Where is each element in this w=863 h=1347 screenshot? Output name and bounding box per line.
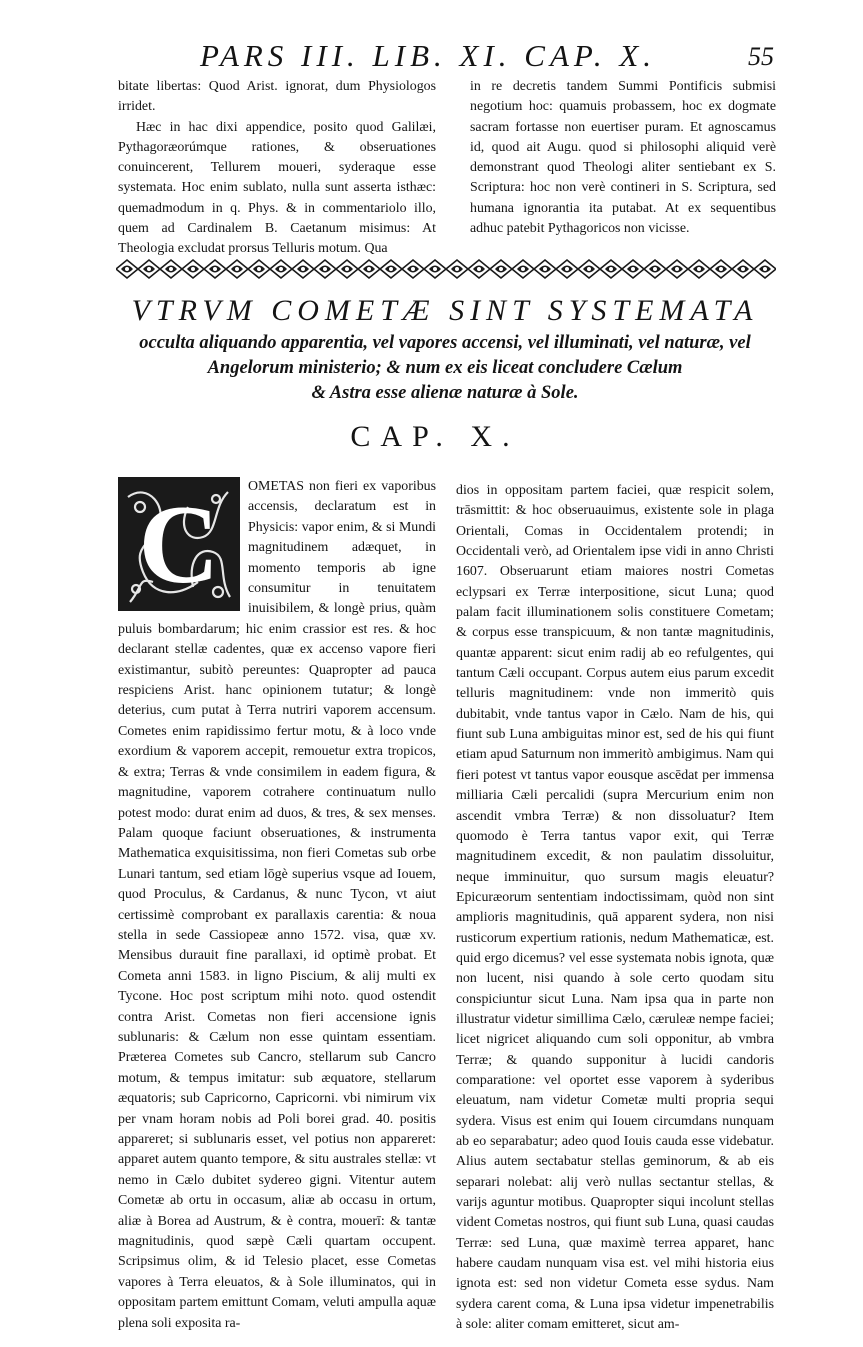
ornament-motif bbox=[556, 260, 578, 278]
ornament-motif bbox=[490, 260, 512, 278]
ornament-motif bbox=[138, 260, 160, 278]
ornamental-band bbox=[116, 258, 776, 280]
chapter-title-line: & Astra esse alienæ naturæ à Sole. bbox=[311, 383, 579, 403]
ornament-motif bbox=[688, 260, 710, 278]
ornament-motif bbox=[710, 260, 732, 278]
ornament-motif bbox=[754, 260, 776, 278]
ornament-motif bbox=[116, 260, 138, 278]
ornament-motif bbox=[270, 260, 292, 278]
chapter-title-line: Angelorum ministerio; & num ex eis liceat concludere Cælum bbox=[207, 358, 683, 378]
ornament-motif bbox=[182, 260, 204, 278]
ornament-motif bbox=[380, 260, 402, 278]
ornament-motif bbox=[314, 260, 336, 278]
ornament-motif bbox=[292, 260, 314, 278]
paragraph: Hæc in hac dixi appendice, posito quod Galilæi, Pythagoræorúmque rationes, & obseruationes conuincerent, Tellurem moueri, syderaque esse systemata. Hoc enim sublato, nulla sunt asserta isthæc: quemadmodum in q. Phys. & in commentariolo illo, quem ad Cardinalem B. Caetanum misimus: At Theologia excludat prorsus Telluris motum. Qua bbox=[118, 119, 436, 257]
ornament-motif bbox=[446, 260, 468, 278]
chapter-title-line: occulta aliquando apparentia, vel vapores accensi, vel illuminati, vel naturæ, vel bbox=[139, 333, 751, 353]
paragraph: OMETAS non fieri ex vaporibus accensis, declaratum est in Physicis: vapor enim, & si Mundi magnitudinem adæquet, in momento temporis ab igne consumitur in tenuitatem inuisibilem, & longè prius, quàm puluis bombardarum; hic enim crassior est res. & hoc declarant stellæ cadentes, quæ ex accenso vapore fieri existimantur, subitò pereuntes: Quapropter ad pauca respiciens Arist. hanc opinionem tutatur; & longè deterius, cum putat à Terra nutriri vaporem accensum. Cometes enim rapidissimo fertur motu, & à loco vnde exordium & vaporem accepit, remouetur extra tropicos, & extra; Terras & vnde consimilem in eadem figura, & magnitudine, vaporem cotrahere continuatum nullo potest modo: durat enim ad duos, & tres, & sex menses. Palam quoque faciunt obseruationes, & instrumenta Mathematica exquisitissima, non fieri Cometas sub orbe Lunari tantum, sed etiam lōgè superius vsque ad Iouem, quod Proculus, & Cardanus, & nunc Tycon, vt aiut certissimè comprobant ex parallaxis carentia: & noua stella in sede Cassiopeæ anno 1572. visa, quæ xv. Mensibus durauit fine parallaxi, id optimè probat. Et Cometa anni 1583. in ligno Piscium, & alij multi ex Tycone. Hoc post scriptum mihi noto. quod ostendit contra Arist. Cometas non fieri accensione ignis sublunaris: & Cælum non esse quintam essentiam. Præterea Cometes sub Cancro, stellarum sub Cancro motum, & tempus imitatur: sub æquatore, stellarum æquatoris; sub Capricorno, Capricorni. vbi nimirum vix per vnam horam nobis ad Poli borei grad. 40. positis appareret; si sublunaris esset, vel potius non appareret: apparet autem quanto tempore, & situ australes stellæ: vt nemo in Cælo dubitet sydereo gigni. Vitentur autem Cometæ ab ortu in occasum, aliæ ab occasu in ortum, aliæ à Borea ad Austrum, & è contra, mouerī: & tantæ magnitudinis, quod sæpè Cæli quartam occupent. Scripsimus olim, & id Telesio placet, esse Cometas vapores à Terra eleuatos, & à Sole illuminatos, qui in oppositam partem emittunt Comam, veluti ampulla aquæ plena soli exposita ra- bbox=[118, 479, 436, 1331]
ornament-pattern bbox=[116, 258, 776, 280]
body-left-column bbox=[118, 477, 436, 1334]
ornament-motif bbox=[358, 260, 380, 278]
paragraph: dios in oppositam partem faciei, quæ respicit solem, trāsmittit: & hoc obseruauimus, existente sole in plaga Orientali, Comas in Occidentalem protendi; in Occidentali verò, ad Orientalem ipse vidi in anno Christi 1607. Obseruarunt etiam maiores nostri Cometas eclypsari ex Terræ interpositione, sicut Luna; quod palam facit illuminationem solis constituere Cometam; & corpus esse transpicuum, & non tantæ magnitudinis, quantæ apparent: sicut enim radij ab eo refulgentes, qui tantum Cæli occupant. Corpus autem eius parum excedit telluris magnitudinem: vnde non immeritò quis dubitabit, vnde tantus vapor in Cælo. Nam de his, qui fiunt sub Luna ambiguitas minor est, sed de his qui fiunt etiam apud Saturnum non immeritò ambigimus. Nam qui fieri potest vt tantus vapor eousque ascēdat per immensa milliaria Cæli percalidi (supra Mercurium enim non ascendit vmbra Terræ) & non dissoluatur? Item quomodo è Terra tantus vapor exit, qui Terræ magnitudinem excedit, & non paulatim dissoluitur, neque imminuitur, quo sursum magis eleuatur? Epicuræorum sententiam indoctissimam, quòd non sint amplioris magnitudinis, quā apparent sydera, non nisi rusticorum expertium rationis, nedum Mathematicæ, est. quid ergo dicemus? vel esse systemata nobis ignota, quæ non lucent, nisi quando à sole certo quodam situ conspiciuntur sicut Luna. Nam ipsa qua in parte non illustratur videtur simillima Cælo, cæruleæ nempe faciei; licet nigricet aliquando cum soli opponitur, ab vmbra Terræ; & quando supponitur à lucidi candoris comparatione: vel oportet esse vaporem à syderibus eleuatum, nam videtur Cometæ multi propria sequi sydera. Visus est enim qui Iouem circumdans nunquam ab eo separabatur; adeo quod Iouis cauda esse videbatur. Alius autem sectabatur stellas geminorum, & ab eis separari nolebat: alij verò nullas sectantur stellas, & varijs aguntur motibus. Quapropter siqui incolunt stellas vident Cometas nostros, qui fiunt sub Luna, quasi caudas Terræ: sed Luna, quæ maximè terrea apparet, hanc habere caudam nunquam visa est. vel mihi historia eius ignota est: sed non videtur Cometa esse sydus. Nam sydera carent coma, & Luna ipsa videtur impenetrabilis à sole: aliter comam emitteret, sicut am- bbox=[456, 483, 774, 1333]
top-right-column bbox=[470, 77, 776, 239]
ornament-motif bbox=[468, 260, 490, 278]
chapter-number: CAP. X. bbox=[350, 420, 520, 453]
body-right-column bbox=[456, 481, 774, 1335]
ornament-motif bbox=[512, 260, 534, 278]
page-number: 55 bbox=[748, 42, 774, 71]
ornament-motif bbox=[600, 260, 622, 278]
top-left-column bbox=[118, 77, 436, 260]
ornament-motif bbox=[666, 260, 688, 278]
paragraph: in re decretis tandem Summi Pontificis submisi negotium hoc: quamuis probassem, hoc ex dogmate sacram fortasse non euertiser puram. Et agnoscamus id, quod ait Augu. quod si philosophi aliquid verè demonstrant quod Theologi aliter sentiebant ex S. Scriptura: hoc non verè contineri in S. Scriptura, sed humana ignorantia ita putabat. At ex sequentibus adhuc patebit Pythagoricos non vicisse. bbox=[470, 79, 776, 237]
ornament-motif bbox=[160, 260, 182, 278]
ornament-motif bbox=[226, 260, 248, 278]
initial-letter: C bbox=[138, 483, 220, 607]
ornament-motif bbox=[732, 260, 754, 278]
ornament-motif bbox=[248, 260, 270, 278]
ornament-motif bbox=[204, 260, 226, 278]
running-head: PARS III. LIB. XI. CAP. X. bbox=[200, 38, 657, 73]
ornament-motif bbox=[578, 260, 600, 278]
ornament-motif bbox=[402, 260, 424, 278]
paragraph: bitate libertas: Quod Arist. ignorat, dum Physiologos irridet. bbox=[118, 79, 436, 115]
ornament-motif bbox=[534, 260, 556, 278]
decorated-initial bbox=[118, 477, 240, 611]
chapter-title bbox=[110, 291, 780, 406]
chapter-title-main: VTRVM COMETÆ SINT SYSTEMATA bbox=[131, 294, 759, 327]
ornament-motif bbox=[644, 260, 666, 278]
ornament-motif bbox=[622, 260, 644, 278]
ornament-motif bbox=[424, 260, 446, 278]
ornament-motif bbox=[336, 260, 358, 278]
